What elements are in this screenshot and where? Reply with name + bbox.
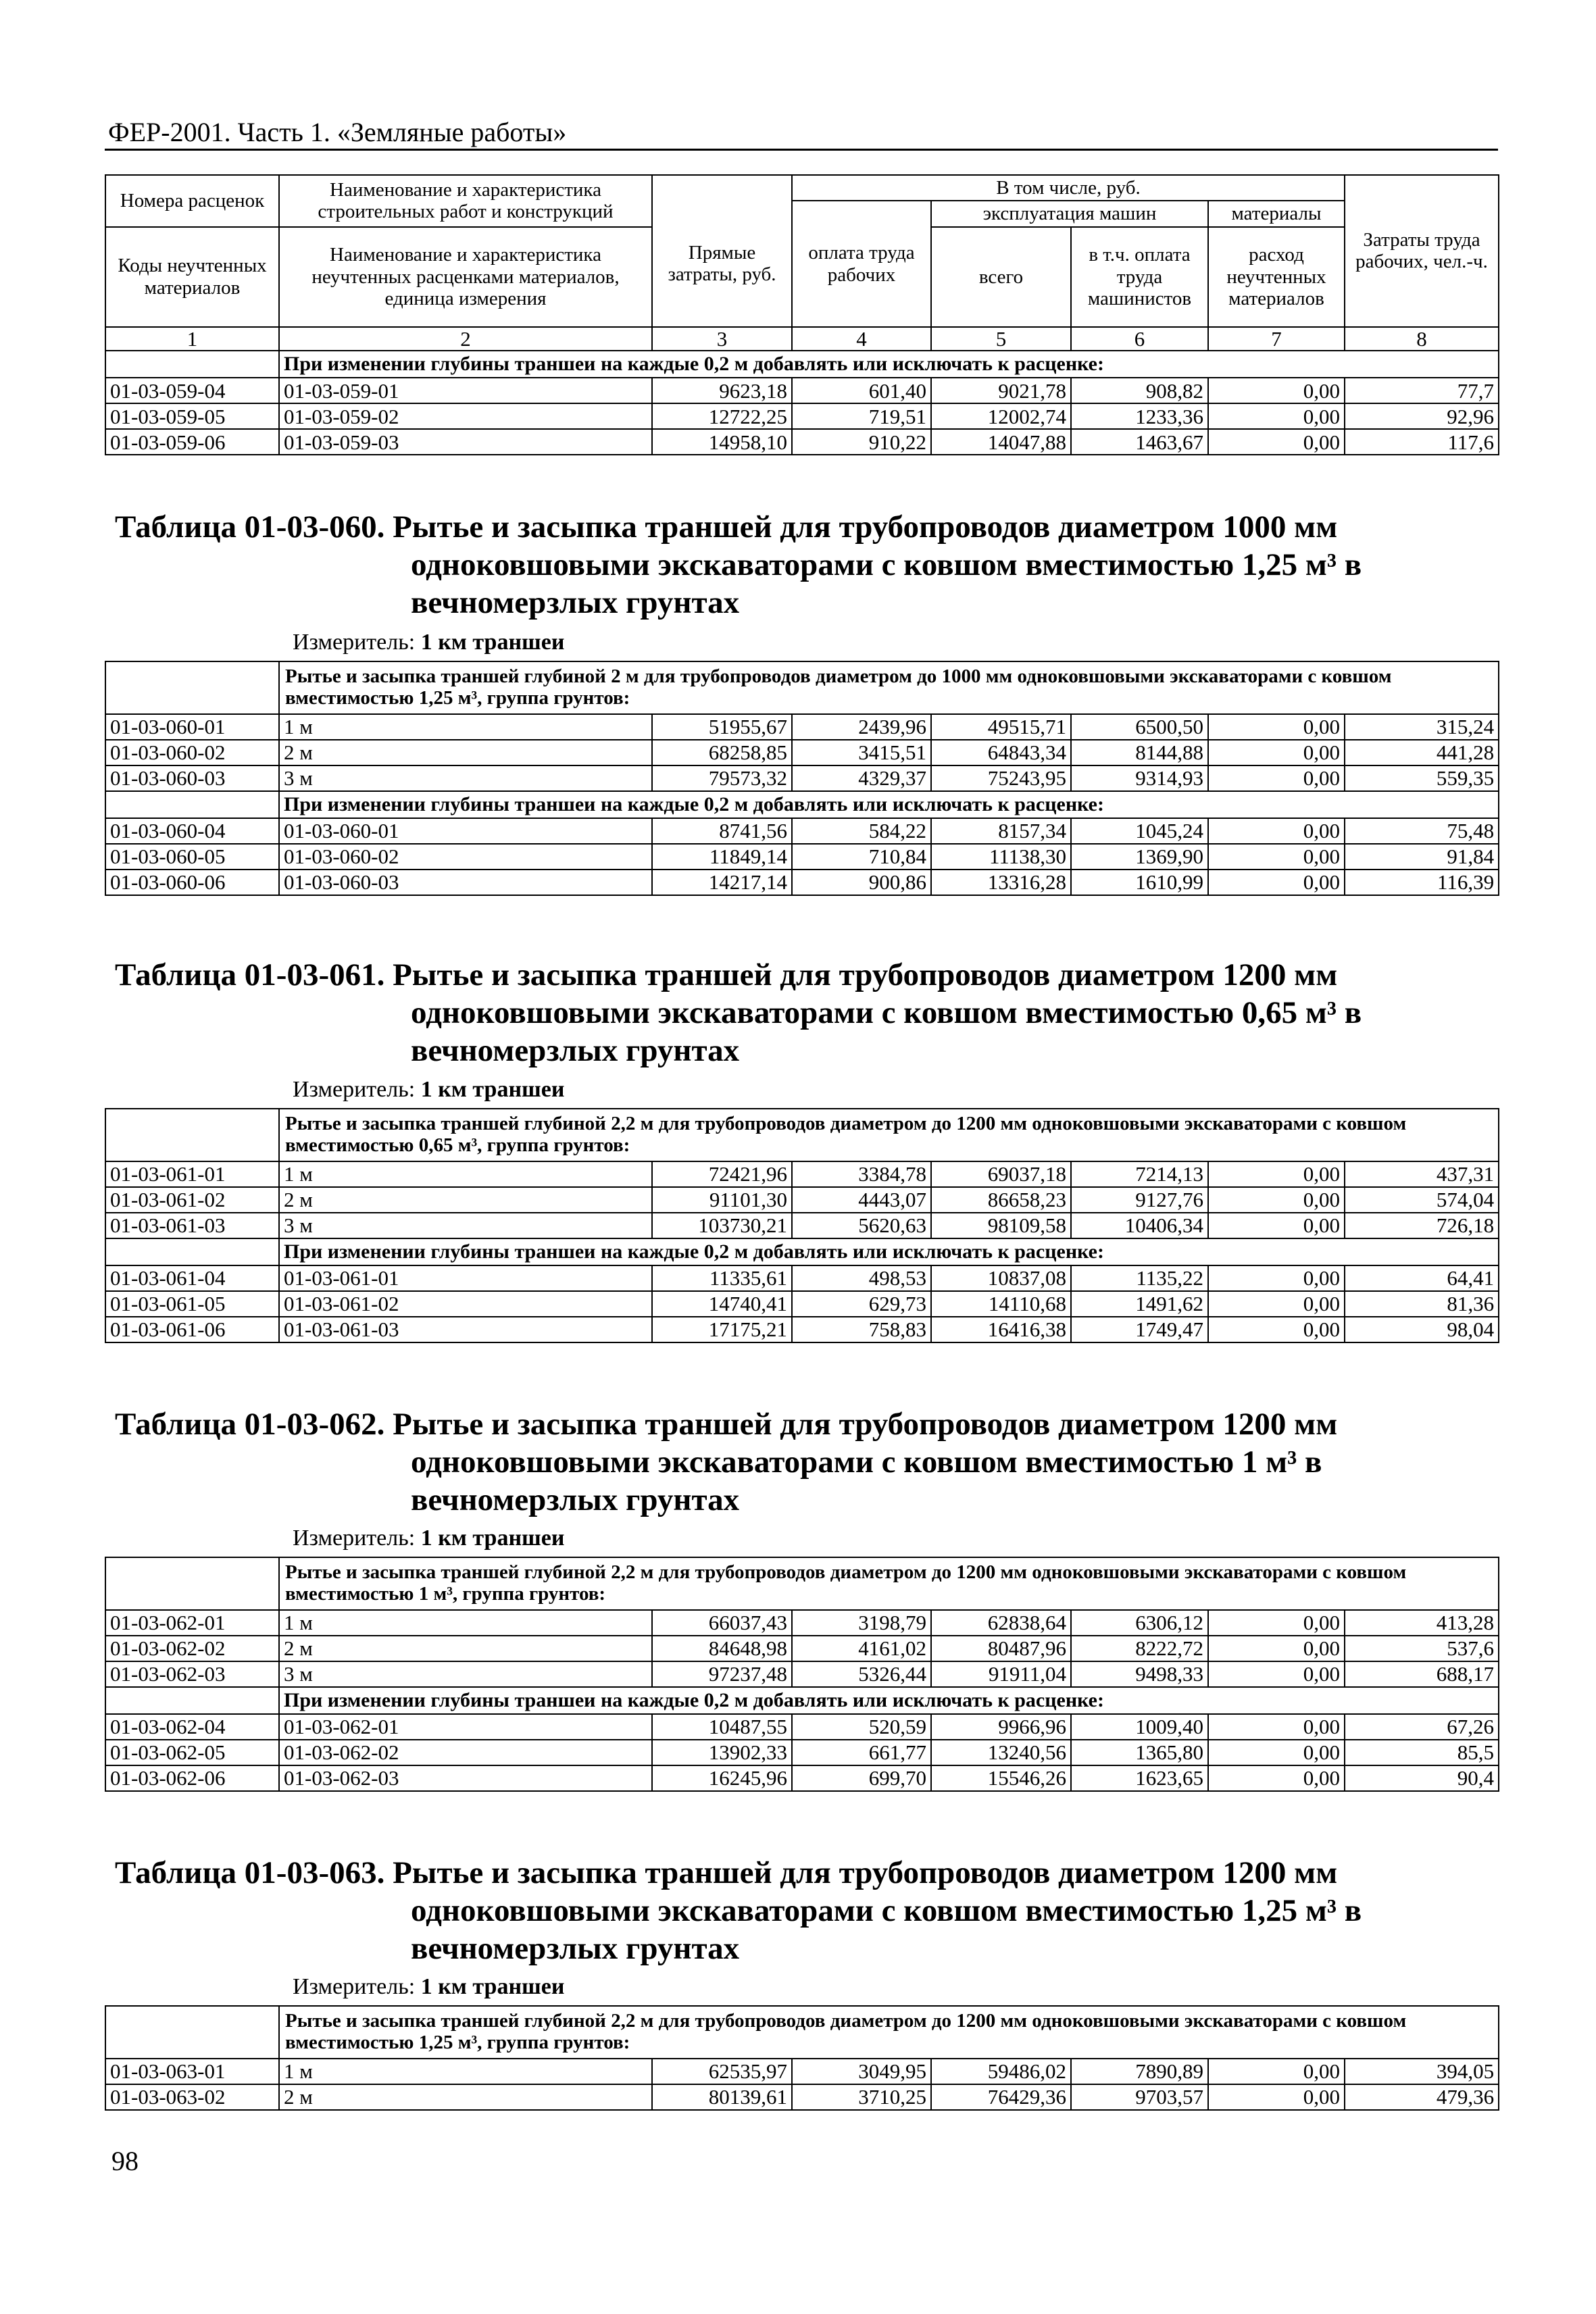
depth-change-note: При изменении глубины траншеи на каждые 0,2 м добавлять или исключать к расценке:: [279, 1687, 1499, 1714]
table-061-measure: Измеритель: 1 км траншеи: [293, 1077, 565, 1102]
col-num-8: 8: [1345, 327, 1499, 351]
table-row: 01-03-062-01 1 м 66037,43 3198,79 62838,64 6306,12 0,00 413,28: [105, 1610, 1499, 1636]
col-num-1: 1: [105, 327, 279, 351]
rates-table-061: [105, 1108, 1499, 1343]
table-row: 01-03-062-03 3 м 97237,48 5326,44 91911,04 9498,33 0,00 688,17: [105, 1661, 1499, 1687]
rates-table-059: [105, 174, 1499, 455]
table-row: 01-03-059-05 01-03-059-02 12722,25 719,51 12002,74 1233,36 0,00 92,96: [105, 403, 1499, 429]
header-rule: [105, 149, 1498, 151]
section-heading: Рытье и засыпка траншей глубиной 2 м для трубопроводов диаметром до 1000 мм одноковшовыми экскаваторами с ковшом вместимостью 1,25 м³, группа грунтов:: [279, 661, 1499, 714]
col2-bottom-header: Наименование и характеристика неучтенных расценками материалов, единица измерения: [279, 227, 652, 327]
col-num-6: 6: [1071, 327, 1208, 351]
col8-header: Затраты труда рабочих, чел.-ч.: [1345, 175, 1499, 327]
table-row: 01-03-060-04 01-03-060-01 8741,56 584,22 8157,34 1045,24 0,00 75,48: [105, 818, 1499, 844]
table-row: 01-03-059-04 01-03-059-01 9623,18 601,40 9021,78 908,82 0,00 77,7: [105, 378, 1499, 403]
col5-header: всего: [931, 227, 1071, 327]
table-060-measure: Измеритель: 1 км траншеи: [293, 630, 565, 655]
depth-change-note: При изменении глубины траншеи на каждые 0,2 м добавлять или исключать к расценке:: [279, 1238, 1499, 1265]
rates-table-063: [105, 2005, 1499, 2111]
table-060-title: Таблица 01-03-060. Рытье и засыпка траншей для трубопроводов диаметром 1000 мм одноковшовыми экскаваторами с ковшом вместимостью 1,25 м³ в вечномерзлых грунтах: [115, 509, 1362, 620]
table-row: 01-03-061-05 01-03-061-02 14740,41 629,73 14110,68 1491,62 0,00 81,36: [105, 1291, 1499, 1317]
col-num-5: 5: [931, 327, 1071, 351]
col-num-3: 3: [652, 327, 792, 351]
materials-group-header: материалы: [1208, 201, 1345, 226]
col-num-4: 4: [792, 327, 931, 351]
col-num-2: 2: [279, 327, 652, 351]
table-063-title: Таблица 01-03-063. Рытье и засыпка траншей для трубопроводов диаметром 1200 мм одноковшовыми экскаваторами с ковшом вместимостью 1,25 м³ в вечномерзлых грунтах: [115, 1855, 1362, 1966]
table-063-measure: Измеритель: 1 км траншеи: [293, 1974, 565, 1999]
table-row: 01-03-060-06 01-03-060-03 14217,14 900,86 13316,28 1610,99 0,00 116,39: [105, 870, 1499, 895]
machines-group-header: эксплуатация машин: [931, 201, 1208, 226]
section-heading: Рытье и засыпка траншей глубиной 2,2 м для трубопроводов диаметром до 1200 мм одноковшовыми экскаваторами с ковшом вместимостью 1,25 м³, группа грунтов:: [279, 2006, 1499, 2059]
col-num-7: 7: [1208, 327, 1345, 351]
table-row: 01-03-062-02 2 м 84648,98 4161,02 80487,96 8222,72 0,00 537,6: [105, 1636, 1499, 1661]
table-062-title: Таблица 01-03-062. Рытье и засыпка траншей для трубопроводов диаметром 1200 мм одноковшовыми экскаваторами с ковшом вместимостью 1 м³ в вечномерзлых грунтах: [115, 1407, 1338, 1517]
table-row: 01-03-063-02 2 м 80139,61 3710,25 76429,36 9703,57 0,00 479,36: [105, 2084, 1499, 2110]
section-heading: Рытье и засыпка траншей глубиной 2,2 м для трубопроводов диаметром до 1200 мм одноковшовыми экскаваторами с ковшом вместимостью 1 м³, группа грунтов:: [279, 1557, 1499, 1610]
table-row: 01-03-062-04 01-03-062-01 10487,55 520,59 9966,96 1009,40 0,00 67,26: [105, 1714, 1499, 1740]
col1-top-header: Номера расценок: [105, 175, 279, 227]
table-row: 01-03-059-06 01-03-059-03 14958,10 910,22 14047,88 1463,67 0,00 117,6: [105, 429, 1499, 455]
group-header: В том числе, руб.: [792, 175, 1345, 201]
col2-top-header: Наименование и характеристика строительных работ и конструкций: [279, 175, 652, 227]
table-row: 01-03-061-01 1 м 72421,96 3384,78 69037,18 7214,13 0,00 437,31: [105, 1161, 1499, 1187]
table-row: 01-03-062-06 01-03-062-03 16245,96 699,70 15546,26 1623,65 0,00 90,4: [105, 1765, 1499, 1791]
table-row: 01-03-061-03 3 м 103730,21 5620,63 98109,58 10406,34 0,00 726,18: [105, 1213, 1499, 1238]
page-header: ФЕР-2001. Часть 1. «Земляные работы»: [108, 117, 567, 147]
col4-header: оплата труда рабочих: [792, 201, 931, 326]
col3-header: Прямые затраты, руб.: [652, 175, 792, 327]
col7-header: расход неучтенных материалов: [1208, 227, 1345, 327]
table-062-measure: Измеритель: 1 км траншеи: [293, 1526, 565, 1551]
table-row: 01-03-060-05 01-03-060-02 11849,14 710,84 11138,30 1369,90 0,00 91,84: [105, 844, 1499, 870]
table-row: 01-03-061-06 01-03-061-03 17175,21 758,83 16416,38 1749,47 0,00 98,04: [105, 1317, 1499, 1342]
table-row: 01-03-063-01 1 м 62535,97 3049,95 59486,02 7890,89 0,00 394,05: [105, 2059, 1499, 2084]
rates-table-062: [105, 1557, 1499, 1792]
section-heading: Рытье и засыпка траншей глубиной 2,2 м для трубопроводов диаметром до 1200 мм одноковшовыми экскаваторами с ковшом вместимостью 0,65 м³, группа грунтов:: [279, 1109, 1499, 1161]
depth-change-note: При изменении глубины траншеи на каждые 0,2 м добавлять или исключать к расценке:: [279, 351, 1499, 378]
rates-table-060: [105, 661, 1499, 896]
col1-bottom-header: Коды неучтенных материалов: [105, 227, 279, 327]
table-row: 01-03-062-05 01-03-062-02 13902,33 661,77 13240,56 1365,80 0,00 85,5: [105, 1740, 1499, 1765]
depth-change-note: При изменении глубины траншеи на каждые 0,2 м добавлять или исключать к расценке:: [279, 791, 1499, 818]
table-row: 01-03-060-02 2 м 68258,85 3415,51 64843,34 8144,88 0,00 441,28: [105, 740, 1499, 765]
table-row: 01-03-061-04 01-03-061-01 11335,61 498,53 10837,08 1135,22 0,00 64,41: [105, 1265, 1499, 1291]
table-row: 01-03-060-01 1 м 51955,67 2439,96 49515,71 6500,50 0,00 315,24: [105, 714, 1499, 740]
table-row: 01-03-060-03 3 м 79573,32 4329,37 75243,95 9314,93 0,00 559,35: [105, 765, 1499, 791]
col6-header: в т.ч. оплата труда машинистов: [1071, 227, 1208, 327]
page-number: 98: [111, 2146, 139, 2176]
table-061-title: Таблица 01-03-061. Рытье и засыпка траншей для трубопроводов диаметром 1200 мм одноковшовыми экскаваторами с ковшом вместимостью 0,65 м³ в вечномерзлых грунтах: [115, 957, 1362, 1068]
table-row: 01-03-061-02 2 м 91101,30 4443,07 86658,23 9127,76 0,00 574,04: [105, 1187, 1499, 1213]
